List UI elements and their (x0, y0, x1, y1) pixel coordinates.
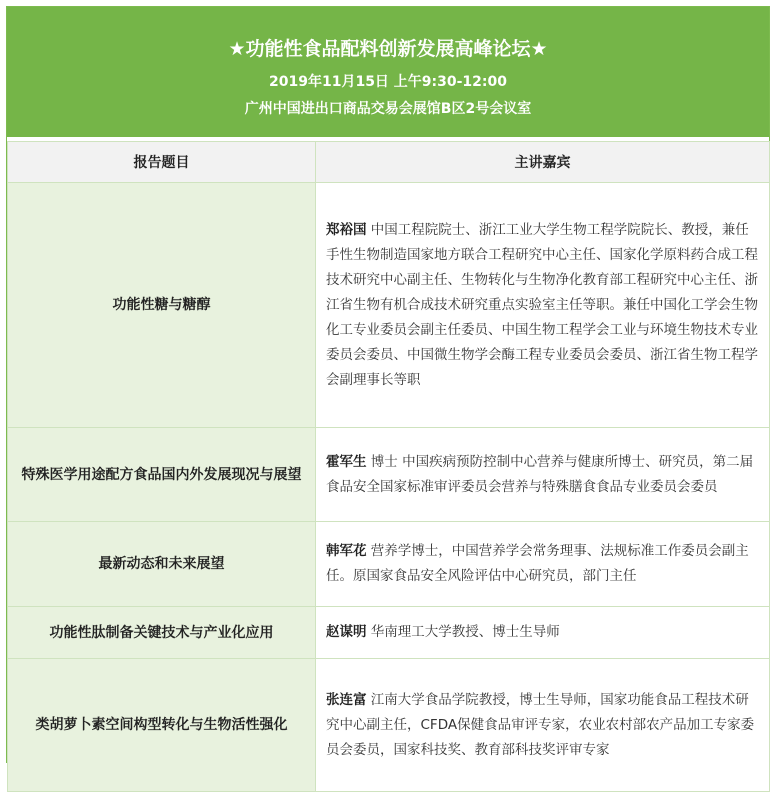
column-header-speaker: 主讲嘉宾 (316, 142, 770, 183)
report-topic: 特殊医学用途配方食品国内外发展现况与展望 (8, 428, 316, 522)
forum-schedule (6, 6, 770, 763)
speaker-description: 营养学博士，中国营养学会常务理事、法规标准工作委员会副主任。原国家食品安全风险评估中心研究员，部门主任 (326, 543, 749, 584)
report-topic: 功能性糖与糖醇 (8, 183, 316, 428)
speaker-cell (316, 659, 770, 792)
speaker-description: 华南理工大学教授、博士生导师 (370, 624, 560, 640)
report-topic: 功能性肽制备关键技术与产业化应用 (8, 607, 316, 659)
forum-venue: 广州中国进出口商品交易会展馆B区2号会议室 (244, 101, 532, 117)
column-header-topic: 报告题目 (8, 142, 316, 183)
speaker-description: 博士 中国疾病预防控制中心营养与健康所博士、研究员，第二届食品安全国家标准审评委员会营养与特殊膳食食品专业委员会委员 (326, 453, 754, 495)
speaker-cell (316, 607, 770, 659)
speaker-description: 中国工程院院士、浙江工业大学生物工程学院院长、教授，兼任手性生物制造国家地方联合工程研究中心主任、国家化学原料药合成工程技术研究中心副主任、生物转化与生物净化教育部工程研究中心主任、浙江省生物有机合成技术研究重点实验室主任等职。兼任中国化工学会生物化工专业委员会副主任委员、中国生物工程学会工业与环境生物技术专业委员会委员、中国微生物学会酶工程专业委员会委员、浙江省生物工程学会副理事长等职 (326, 221, 758, 388)
speaker-cell (316, 183, 770, 428)
table-row (8, 428, 770, 522)
speaker-name: 霍军生 (326, 453, 367, 470)
table-row (8, 183, 770, 428)
speaker-cell (316, 522, 770, 607)
table-row (8, 659, 770, 792)
header-banner (7, 7, 769, 137)
report-topic: 最新动态和未来展望 (8, 522, 316, 607)
speaker-description: 江南大学食品学院教授，博士生导师，国家功能食品工程技术研究中心副主任，CFDA保健食品审评专家，农业农村部农产品加工专家委员会委员，国家科技奖、教育部科技奖评审专家 (326, 691, 755, 758)
table-header-row (8, 142, 770, 183)
table-row (8, 607, 770, 659)
speaker-name: 张连富 (326, 691, 367, 708)
speaker-name: 郑裕国 (326, 221, 367, 238)
speaker-name: 赵谋明 (326, 624, 367, 640)
forum-title: ★功能性食品配料创新发展高峰论坛★ (228, 38, 548, 60)
forum-date: 2019年11月15日 上午9:30-12:00 (269, 74, 507, 90)
schedule-table (7, 141, 770, 792)
table-row (8, 522, 770, 607)
speaker-name: 韩军花 (326, 543, 367, 559)
speaker-cell (316, 428, 770, 522)
report-topic: 类胡萝卜素空间构型转化与生物活性强化 (8, 659, 316, 792)
